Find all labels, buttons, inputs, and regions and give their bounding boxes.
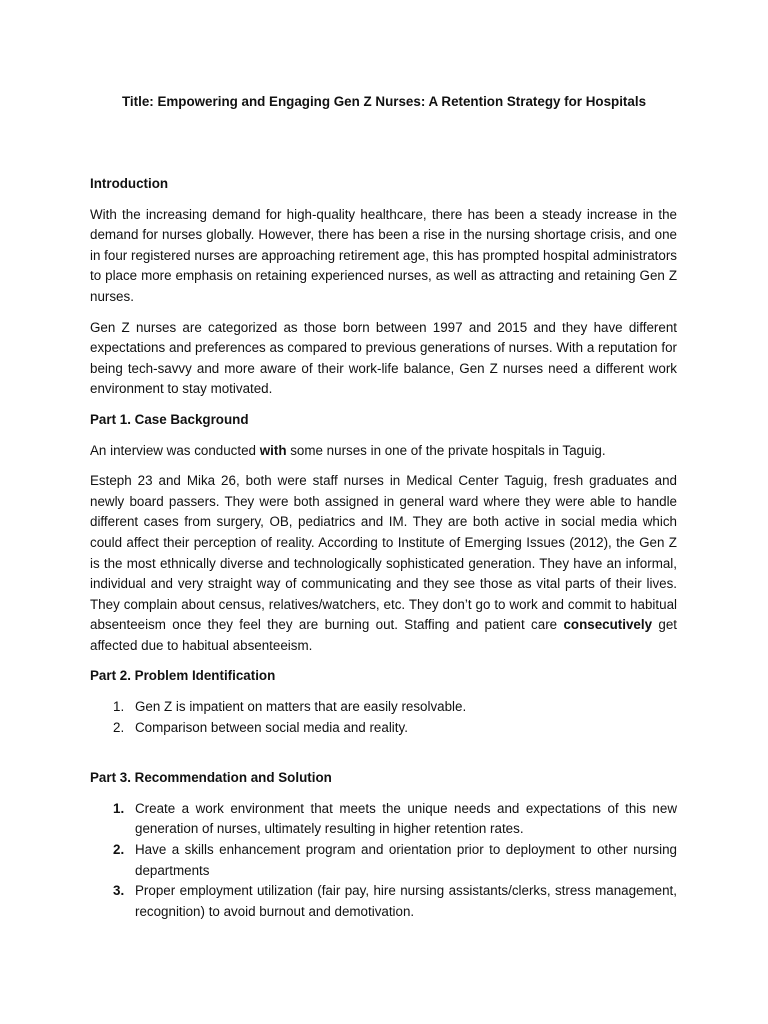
part1-p1-text-start: An interview was conducted	[90, 442, 260, 458]
list-item-number: 1.	[113, 699, 125, 715]
recommendation-list	[90, 799, 677, 923]
list-item-text: Gen Z is impatient on matters that are easily resolvable.	[135, 699, 467, 715]
document-body	[90, 174, 677, 922]
document-title: Title: Empowering and Engaging Gen Z Nurses: A Retention Strategy for Hospitals	[121, 94, 647, 109]
introduction-paragraph-2: Gen Z nurses are categorized as those born between 1997 and 2015 and they have different expectations and preferences as compared to previous generations of nurses. With a reputation for being tech-savvy and more aware of their work-life balance, Gen Z nurses need a different work environment to stay motivated.	[90, 319, 677, 397]
list-item	[90, 881, 677, 922]
list-item-number: 3.	[113, 883, 125, 899]
part1-p2-bold-word: consecutively	[563, 617, 653, 633]
part3-heading: Part 3. Recommendation and Solution	[90, 770, 332, 786]
introduction-heading: Introduction	[90, 176, 169, 191]
problem-list	[90, 697, 677, 738]
part2-heading: Part 2. Problem Identification	[90, 668, 276, 684]
list-item	[90, 840, 677, 881]
list-item-text: Have a skills enhancement program and orientation prior to deployment to other nursing departments	[135, 842, 677, 878]
introduction-paragraph-1: With the increasing demand for high-quality healthcare, there has been a steady increase in the demand for nurses globally. However, there has been a rise in the nursing shortage crisis, and one in four registered nurses are approaching retirement age, this has prompted hospital administrators to place more emphasis on retaining experienced nurses, as well as attracting and retaining Gen Z nurses.	[90, 206, 677, 304]
list-item-text: Create a work environment that meets the unique needs and expectations of this new generation of nurses, ultimately resulting in higher retention rates.	[135, 800, 677, 837]
list-item-text: Proper employment utilization (fair pay, hire nursing assistants/clerks, stress management, recognition) to avoid burnout and demotivation.	[135, 883, 677, 919]
list-item-text: Comparison between social media and reality.	[135, 719, 408, 735]
list-item-number: 1.	[113, 800, 125, 816]
part1-heading: Part 1. Case Background	[90, 411, 249, 427]
part1-p1-bold-word: with	[259, 442, 287, 458]
list-item-number: 2.	[113, 842, 125, 858]
part1-p2-text-end: get affected due to habitual absenteeism.	[90, 617, 677, 653]
list-item-number: 2.	[113, 719, 125, 735]
part1-paragraph-2	[90, 471, 677, 656]
part1-p2-text-main: Esteph 23 and Mika 26, both were staff nurses in Medical Center Taguig, fresh graduates and newly board passers. They were both assigned in general ward where they were able to handle different cases from surgery, OB, pediatrics and IM. They are both active in social media which could affect their perception of reality. According to Institute of Emerging Issues (2012), the Gen Z is the most ethnically diverse and technologically sophisticated generation. They have an informal, individual and very straight way of communicating and they see those as vital parts of their lives. They complain about census, relatives/watchers, etc. They don’t go to work and commit to habitual absenteeism once they feel they are burning out. Staffing and patient care	[90, 473, 677, 633]
part1-p1-text-end: some nurses in one of the private hospitals in Taguig.	[286, 442, 606, 458]
list-item	[90, 718, 677, 739]
list-item	[90, 799, 677, 840]
part1-paragraph-1	[90, 441, 677, 462]
list-item	[90, 697, 677, 718]
